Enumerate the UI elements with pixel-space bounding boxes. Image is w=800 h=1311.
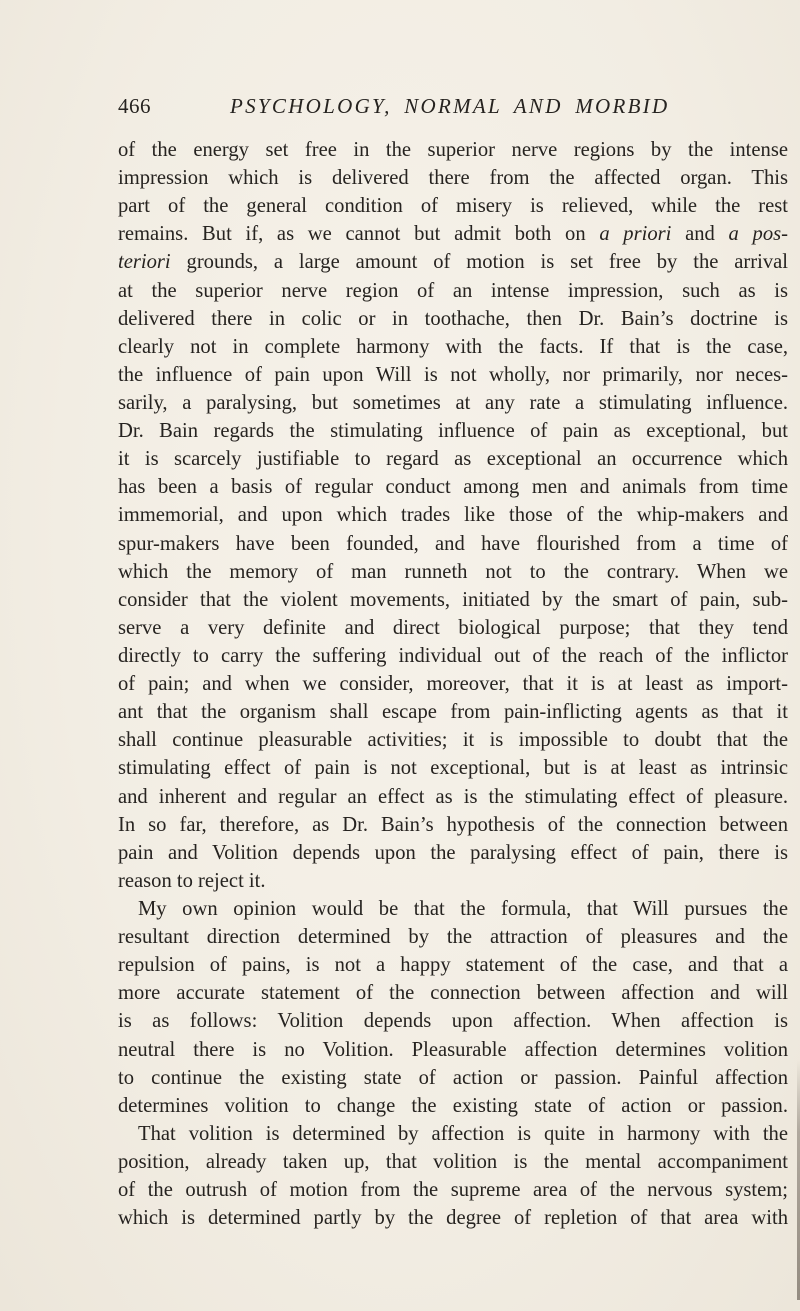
text-line: spur-makers have been founded, and have flourished from a time of (118, 532, 788, 555)
text-line: more accurate statement of the connection between affection and will (118, 982, 788, 1005)
text-line: determines volition to change the existing state of action or passion. (118, 1094, 788, 1117)
text-line: it is scarcely justifiable to regard as exceptional an occurrence which (118, 448, 788, 471)
text-line: shall continue pleasurable activities; it is impossible to doubt that the (118, 729, 788, 752)
text-line: That volition is determined by affection is quite in harmony with the (138, 1122, 788, 1145)
text-line: resultant direction determined by the attraction of pleasures and the (118, 926, 788, 949)
text-line: neutral there is no Volition. Pleasurable affection determines volition (118, 1038, 788, 1061)
text-line: In so far, therefore, as Dr. Bain’s hypothesis of the connection between (118, 813, 788, 836)
text-line: part of the general condition of misery is relieved, while the rest (118, 195, 788, 218)
text-line: is as follows: Volition depends upon affection. When affection is (118, 1010, 788, 1033)
text-line: clearly not in complete harmony with the facts. If that is the case, (118, 335, 788, 358)
body-text (118, 136, 788, 1232)
page-header (118, 94, 788, 124)
text-line: has been a basis of regular conduct among men and animals from time (118, 476, 788, 499)
text-line: serve a very definite and direct biological purpose; that they tend (118, 616, 788, 639)
text-line: pain and Volition depends upon the paralysing effect of pain, there is (118, 841, 788, 864)
text-line: impression which is delivered there from the affected organ. This (118, 167, 788, 190)
text-line: position, already taken up, that volition is the mental accompaniment (118, 1150, 788, 1173)
text-line: directly to carry the suffering individual out of the reach of the inflictor (118, 644, 788, 667)
text-line: which the memory of man runneth not to the contrary. When we (118, 560, 788, 583)
text-line: teriori grounds, a large amount of motion is set free by the arrival (118, 251, 788, 274)
text-line: and inherent and regular an effect as is the stimulating effect of pleasure. (118, 785, 788, 808)
running-head: PSYCHOLOGY, NORMAL AND MORBID (230, 94, 670, 118)
page-number: 466 (118, 94, 151, 118)
text-line: to continue the existing state of action or passion. Painful affection (118, 1066, 788, 1089)
text-line: ant that the organism shall escape from pain-inflicting agents as that it (118, 701, 788, 724)
text-line: of pain; and when we consider, moreover, that it is at least as import- (118, 673, 788, 696)
text-line: repulsion of pains, is not a happy statement of the case, and that a (118, 954, 788, 977)
text-line: My own opinion would be that the formula, that Will pursues the (138, 897, 788, 920)
text-line: of the outrush of motion from the supreme area of the nervous system; (118, 1179, 788, 1202)
text-line: of the energy set free in the superior nerve regions by the intense (118, 139, 788, 161)
text-line: Dr. Bain regards the stimulating influence of pain as exceptional, but (118, 420, 788, 443)
text-line: stimulating effect of pain is not exceptional, but is at least as intrinsic (118, 757, 788, 780)
text-line: reason to reject it. (118, 869, 266, 892)
text-line: sarily, a paralysing, but sometimes at any rate a stimulating influence. (118, 391, 788, 414)
text-line: remains. But if, as we cannot but admit both on a priori and a pos- (118, 223, 788, 246)
text-line: at the superior nerve region of an intense impression, such as is (118, 279, 788, 302)
text-line: consider that the violent movements, initiated by the smart of pain, sub- (118, 588, 788, 611)
text-line: immemorial, and upon which trades like those of the whip-makers and (118, 504, 788, 527)
text-line: the influence of pain upon Will is not wholly, nor primarily, nor neces- (118, 363, 788, 386)
text-line: which is determined partly by the degree of repletion of that area with (118, 1207, 788, 1230)
text-line: delivered there in colic or in toothache, then Dr. Bain’s doctrine is (118, 307, 788, 330)
